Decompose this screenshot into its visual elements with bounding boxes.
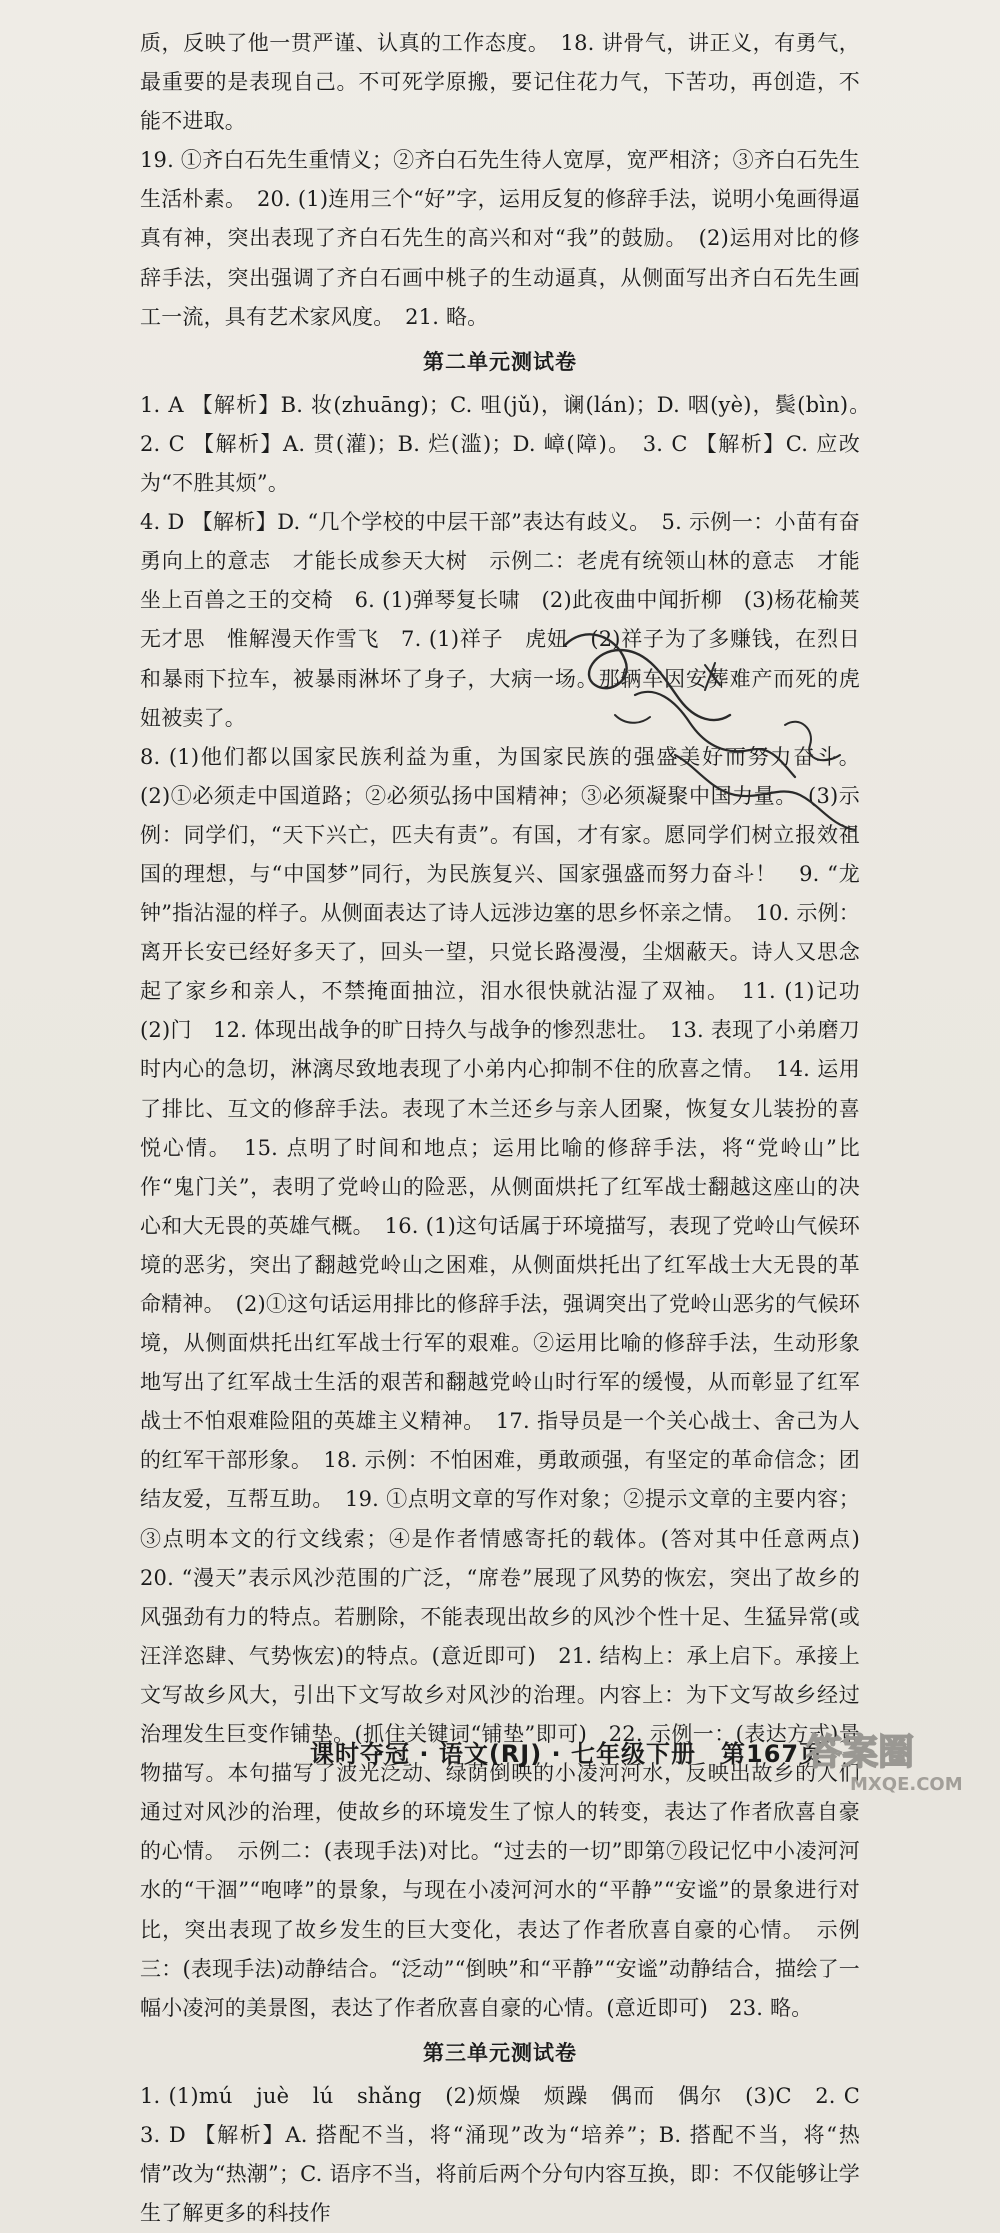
watermark-logo-url: MXQE.COM xyxy=(850,1774,963,1795)
section-title-unit-three: 第三单元测试卷 xyxy=(423,2040,577,2065)
answer-paragraph: 1. A 【解析】B. 妆(zhuāng)；C. 咀(jǔ)，谰(lán)；D. 咽(yè)，鬓(bìn)。 2. C 【解析】A. 贯(灌)；B. 烂(滥)；D. 嶂(障)。 3. C 【解析】C. 应改为“不胜其烦”。 xyxy=(140,392,882,496)
section-title-unit-two: 第二单元测试卷 xyxy=(423,349,577,374)
page-footer: 课时夺冠 · 语文(RJ) · 七年级下册 第167页 xyxy=(310,1740,825,1768)
answer-paragraph: 1. (1)mú juè lú shǎng (2)烦燥 烦躁 偶而 偶尔 (3)C 2. C 3. D 【解析】A. 搭配不当，将“涌现”改为“培养”；B. 搭配不当，将“热情”改为“热潮”；C. 语序不当，将前后两个分句内容互换，即：不仅能够让学生了解更多的科技作 xyxy=(140,2083,882,2226)
answer-paragraph: 19. ①齐白石先生重情义；②齐白石先生待人宽厚，宽严相济；③齐白石先生生活朴素。 20. (1)连用三个“好”字，运用反复的修辞手法，说明小兔画得逼真有神，突出表现了齐白石先生的高兴和对“我”的鼓励。 (2)运用对比的修辞手法，突出强调了齐白石画中桃子的生动逼真，从侧面写出齐白石先生画工一流，具有艺术家风度。 21. 略。 xyxy=(140,148,860,329)
answer-paragraph: 4. D 【解析】D. “几个学校的中层干部”表达有歧义。 5. 示例一：小苗有奋勇向上的意志 才能长成参天大树 示例二：老虎有统领山林的意志 才能坐上百兽之王的交椅 6. (1)弹琴复长啸 (2)此夜曲中闻折柳 (3)杨花榆荚无才思 惟解漫天作雪飞 7. (1)祥子 虎妞 (2)祥子为了多赚钱，在烈日和暴雨下拉车，被暴雨淋坏了身子，大病一场。那辆车因安葬难产而死的虎妞被卖了。 xyxy=(140,510,860,730)
watermark-logo-mark: 答案圈 xyxy=(806,1732,915,1773)
answer-paragraph: 8. (1)他们都以国家民族利益为重，为国家民族的强盛美好而努力奋斗。(2)①必须走中国道路；②必须弘扬中国精神；③必须凝聚中国力量。 (3)示例：同学们，“天下兴亡，匹夫有责”。有国，才有家。愿同学们树立报效祖国的理想，与“中国梦”同行，为民族复兴、国家强盛而努力奋斗！ 9. “龙钟”指沾湿的样子。从侧面表达了诗人远涉边塞的思乡怀亲之情。 10. 示例：离开长安已经好多天了，回头一望，只觉长路漫漫，尘烟蔽天。诗人又思念起了家乡和亲人，不禁掩面抽泣，泪水很快就沾湿了双袖。 11. (1)记功 (2)门 12. 体现出战争的旷日持久与战争的惨烈悲壮。 13. 表现了小弟磨刀时内心的急切，淋漓尽致地表现了小弟内心抑制不住的欣喜之情。 14. 运用了排比、互文的修辞手法。表现了木兰还乡与亲人团聚，恢复女儿装扮的喜悦心情。 15. 点明了时间和地点；运用比喻的修辞手法，将“党岭山”比作“鬼门关”，表明了党岭山的险恶，从侧面烘托了红军战士翻越这座山的决心和大无畏的英雄气概。 16. (1)这句话属于环境描写，表现了党岭山气候环境的恶劣，突出了翻越党岭山之困难，从侧面烘托出了红军战士大无畏的革命精神。 (2)①这句话运用排比的修辞手法，强调突出了党岭山恶劣的气候环境，从侧面烘托出红军战士行军的艰难。②运用比喻的修辞手法，生动形象地写出了红军战士生活的艰苦和翻越党岭山时行军的缓慢，从而彰显了红军战士不怕艰难险阻的英雄主义精神。 17. 指导员是一个关心战士、舍己为人的红军干部形象。 18. 示例：不怕困难，勇敢顽强，有坚定的革命信念；团结友爱，互帮互助。 19. ①点明文章的写作对象；②提示文章的主要内容；③点明本文的行文线索；④是作者情感寄托的载体。(答对其中任意两点) 20. “漫天”表示风沙范围的广泛，“席卷”展现了风势的恢宏，突出了故乡的风强劲有力的特点。若删除，不能表现出故乡的风沙个性十足、生猛异常(或汪洋恣肆、气势恢宏)的特点。(意近即可) 21. 结构上：承上启下。承接上文写故乡风大，引出下文写故乡对风沙的治理。内容上：为下文写故乡经过治理发生巨变作铺垫。(抓住关键词“铺垫”即可) 22. 示例一：(表达方式)景物描写。本句描写了波光泛动、绿荫倒映的小凌河河水，反映出故乡的人们通过对风沙的治理，使故乡的环境发生了惊人的转变，表达了作者欣喜自豪的心情。 示例二：(表现手法)对比。“过去的一切”即第⑦段记忆中小凌河河水的“干涸”“咆哮”的景象，与现在小凌河河水的“平静”“安谧”的景象进行对比，突出表现了故乡发生的巨大变化，表达了作者欣喜自豪的心情。 示例三：(表现手法)动静结合。“泛动”“倒映”和“平静”“安谧”动静结合，描绘了一幅小凌河的美景图，表达了作者欣喜自豪的心情。(意近即可) 23. 略。 xyxy=(140,744,882,2020)
answer-paragraph: 质，反映了他一贯严谨、认真的工作态度。 18. 讲骨气，讲正义，有勇气，最重要的是表现自己。不可死学原搬，要记住花力气，下苦功，再创造，不能不进取。 xyxy=(140,31,860,134)
